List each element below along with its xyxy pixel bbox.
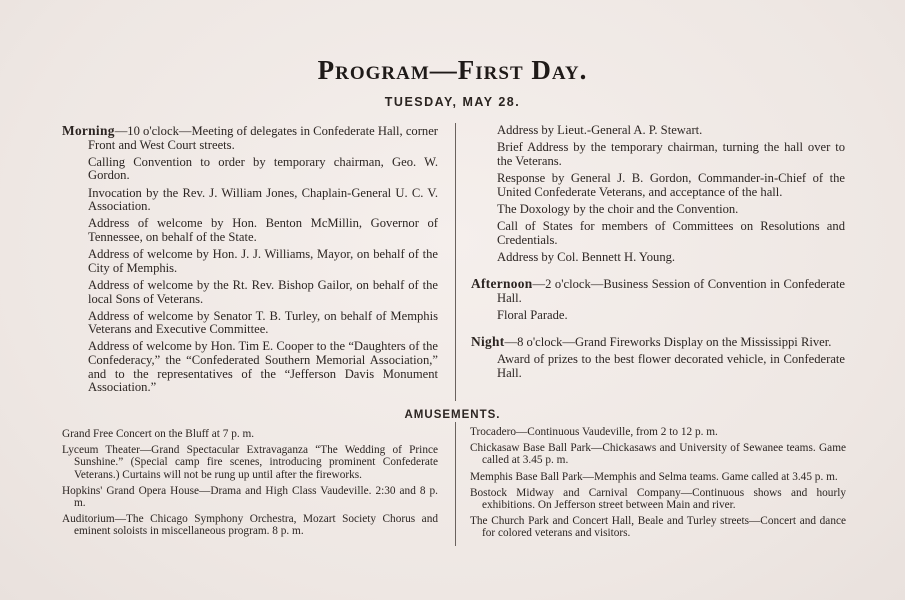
morning-paragraph [62,124,438,152]
program-item: Brief Address by the temporary chairman, turning the hall over to the Veterans. [497,140,845,168]
program-item: Award of prizes to the best flower decorated vehicle, in Confederate Hall. [497,352,845,380]
amusements-column-divider [455,422,456,546]
morning-column [62,124,438,398]
program-item: Calling Convention to order by temporary chairman, Geo. W. Gordon. [88,154,438,183]
program-item: The Doxology by the choir and the Convention. [497,201,739,216]
program-item: Address by Col. Bennett H. Young. [497,249,676,264]
amusement-item: Memphis Base Ball Park—Memphis and Selma teams. Game called at 3.45 p. m. [470,470,838,483]
night-lead: Night [471,333,505,349]
morning-lead: Morning [62,123,115,138]
amusement-item: The Church Park and Concert Hall, Beale and Turley streets—Concert and dance for colored veterans and visitors. [470,515,846,540]
column-divider [455,123,456,401]
amusements-heading: AMUSEMENTS. [404,409,501,421]
program-item: Address of welcome by Hon. Tim E. Cooper to the “Daughters of the Confederacy,” the “Confederated Southern Memorial Association,” and to the representatives of the “Jefferson Davis Monument Association.” [88,339,438,395]
afternoon-text: —2 o'clock—Business Session of Convention in Confederate Hall. [497,276,845,305]
program-item: Address of welcome by Senator T. B. Turley, on behalf of Memphis Veterans and Executive Committee. [88,308,438,337]
amusement-item: Grand Free Concert on the Bluff at 7 p. m. [62,428,255,440]
amusement-item: Chickasaw Base Ball Park—Chickasaws and University of Sewanee teams. Game called at 3.45 p. m. [470,442,846,467]
program-item: Call of States for members of Committees on Resolutions and Credentials. [497,218,845,247]
program-item: Response by General J. B. Gordon, Commander-in-Chief of the United Confederate Veterans, and acceptance of the hall. [497,170,845,199]
program-item: Address of welcome by the Rt. Rev. Bishop Gailor, on behalf of the local Sons of Veterans. [88,277,438,306]
amusement-item: Auditorium—The Chicago Symphony Orchestra, Mozart Society Chorus and eminent soloists in miscellaneous program. 8 p. m. [62,513,438,538]
page-title: Program—First Day. [317,55,588,85]
afternoon-lead: Afternoon [471,275,533,291]
afternoon-paragraph [471,277,845,305]
amusement-item: Hopkins' Grand Opera House—Drama and High Class Vaudeville. 2:30 and 8 p. m. [62,484,438,510]
program-item: Address of welcome by Hon. Benton McMillin, Governor of Tennessee, on behalf of the State. [88,216,438,244]
amusements-left-list [62,428,438,542]
amusement-item: Lyceum Theater—Grand Spectacular Extravaganza “The Wedding of Prince Sunshine.” (Special camp fire scenes, introducing prominent Confederate Veterans.) Curtains will not be rung up until after the fireworks. [62,444,438,481]
night-text: —8 o'clock—Grand Fireworks Display on the Mississippi River. [504,334,832,349]
program-item: Invocation by the Rev. J. William Jones, Chaplain-General U. C. V. Association. [88,185,438,214]
program-item: Address by Lieut.-General A. P. Stewart. [497,123,703,137]
night-paragraph [471,335,845,350]
amusements-right-list [470,426,846,544]
program-item: Address of welcome by Hon. J. J. Williams, Mayor, on behalf of the City of Memphis. [88,247,438,275]
morning-text: —10 o'clock—Meeting of delegates in Confederate Hall, corner Front and West Court streets. [88,124,438,152]
date-heading: TUESDAY, MAY 28. [384,95,521,109]
afternoon-column [471,124,845,384]
program-item: Floral Parade. [497,307,568,322]
amusement-item: Trocadero—Continuous Vaudeville, from 2 to 12 p. m. [470,426,718,438]
amusement-item: Bostock Midway and Carnival Company—Continuous shows and hourly exhibitions. On Jefferson street between Main and river. [470,486,846,512]
